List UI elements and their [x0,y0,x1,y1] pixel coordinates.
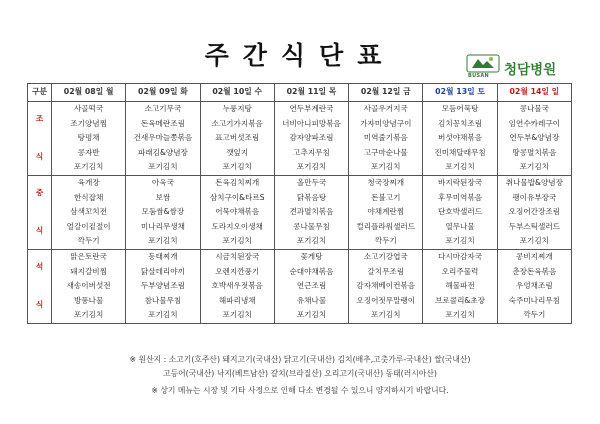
menu-item: 연두부&양념장 [509,133,560,143]
origin-note-line1: ※ 원산지 : 소고기(호주산) 돼지고기(국내산) 닭고기(국내산) 김치(배추,고춧가루-국내산) 쌀(국내산) [129,355,471,364]
menu-item: 깻잎지 [226,147,249,157]
menu-item: 포기김치 [222,310,252,320]
menu-item: 포기김치 [519,162,550,172]
menu-cell [497,175,571,249]
menu-item: 오징어젓무말랭이 [356,295,416,305]
menu-cell [52,102,126,176]
menu-item: 열무나물 [445,221,475,231]
menu-item: 오리주물럭 [441,266,479,276]
origin-note-line2: 고등어(국내산) 낙지(베트남산) 갈치(브라질산) 오리고기(국내산) 동태(러시아산) [163,369,437,378]
menu-item: 순대야채볶음 [289,266,334,276]
menu-cell [349,102,423,176]
menu-item: 방풍나물 [73,295,104,305]
menu-item: 브로콜리&초장 [435,295,486,305]
menu-item: 포기김치 [371,310,401,320]
menu-item: 깍두기 [77,236,100,246]
header-day: 02월 14일 일 [497,84,571,102]
menu-item: 단호박샐러드 [438,207,483,217]
menu-item: 임연수카레구이 [508,118,561,128]
menu-item: 한식잡채 [73,192,104,202]
menu-item: 소고기가지볶음 [211,118,263,128]
menu-item: 깍두기 [523,310,546,320]
logo-sub: BUSAN [468,73,490,79]
menu-cell [497,249,571,323]
menu-item: 포기김치 [296,236,327,246]
menu-item: 야채계란찜 [367,207,405,217]
menu-item: 포기김치 [222,236,252,246]
menu-item: 새송이버섯전 [66,281,111,291]
meal-label: 조 식 [28,102,52,176]
menu-cell [126,175,200,249]
header-day: 02월 08일 월 [52,84,126,102]
menu-item: 호박새우젓볶음 [211,281,263,291]
menu-item: 동태찌개 [148,251,178,261]
menu-item: 감자양파조림 [289,133,334,143]
meal-row [28,249,572,323]
menu-item: 꽃게탕 [300,251,323,261]
menu-item: 두부양념조림 [140,281,185,291]
menu-item: 돼지갈비찜 [70,266,107,276]
menu-item: 콩비지찌개 [516,251,553,261]
menu-item: 포기김치 [296,162,327,172]
menu-item: 표고버섯조림 [215,133,260,143]
menu-item: 다시마감자국 [438,251,483,261]
menu-item: 육개장 [77,177,100,187]
menu-item: 유채나물 [296,295,327,305]
menu-item: 땅콩멸치볶음 [512,147,557,157]
menu-item: 콩나물국 [519,104,550,113]
menu-cell [126,249,200,323]
menu-item: 콩자반 [77,147,100,157]
menu-item: 포기김치 [148,310,178,320]
menu-item: 오징어간장조림 [508,207,561,217]
menu-cell [274,102,348,176]
menu-item: 파래김&양념장 [137,147,188,157]
menu-item: 포기김치 [445,236,475,246]
menu-item: 견과멸치볶음 [289,207,334,217]
header-day: 02월 11일 목 [274,84,348,102]
disclaimer-note: ※ 상기 메뉴는 시장 및 기타 사정으로 인해 다소 변경될 수 있으니 양지하시기 바랍니다. [151,386,449,395]
menu-item: 연근조림 [296,281,327,291]
menu-item: 취나물밥&양념장 [505,177,563,187]
menu-item: 깍두기 [374,236,397,246]
menu-cell [52,249,126,323]
menu-item: 누룽지탕 [222,104,252,113]
menu-item: 가자미양념구이 [360,118,412,128]
hospital-logo [466,52,596,80]
menu-item: 미역줄기볶음 [363,133,408,143]
menu-cell [274,249,348,323]
menu-item: 포기김치 [73,310,104,320]
menu-item: 해파리냉채 [218,295,256,305]
menu-item: 콩나물무침 [293,221,330,231]
menu-item: 얼갈이겉절이 [66,221,111,231]
page-title: 주간식단표 [204,41,396,70]
meal-label: 중 식 [28,175,52,249]
menu-item: 모듬어묵탕 [441,104,479,113]
menu-item: 도라지오이생채 [211,221,263,231]
menu-item: 우엉채조림 [516,281,553,291]
menu-item: 미나리무생채 [140,221,185,231]
menu-cell [349,249,423,323]
menu-cell [200,249,274,323]
menu-item: 사골우거지국 [363,104,408,113]
menu-item: 올만두국 [296,177,327,187]
menu-item: 포기김치 [148,236,178,246]
menu-item: 조기양념찜 [70,118,107,128]
menu-item: 어묵야채볶음 [215,207,260,217]
weekly-menu-table [27,83,572,324]
menu-item: 후무미역볶음 [438,192,483,202]
menu-item: 건새우마늘쫑볶음 [133,133,193,143]
menu-item: 돈육메란조림 [140,118,185,128]
menu-item: 시금치된장국 [215,251,260,261]
menu-item: 돈불고기 [371,192,401,202]
header-row [28,84,572,102]
menu-item: 해물파전 [445,281,475,291]
menu-item: 두부스틱샐러드 [508,221,561,231]
menu-item: 포기김치 [445,310,475,320]
menu-item: 포기김치 [222,162,252,172]
header-day: 02월 09일 화 [126,84,200,102]
logo-name: 청담병원 [504,62,557,78]
menu-item: 삼색꼬치전 [70,207,107,217]
menu-item: 돈육김치찌개 [215,177,260,187]
menu-item: 오렌지깐풍기 [215,266,260,276]
menu-item: 닭볶음탕 [296,192,327,202]
menu-item: 삼치구이&타르S [209,192,265,202]
menu-item: 컬리플라워샐러드 [356,221,416,231]
menu-item: 김치꽁치조림 [438,118,483,128]
menu-cell [423,249,497,323]
menu-item: 고구마순나물 [363,147,408,157]
menu-item: 춘장돈육볶음 [512,266,557,276]
menu-cell [497,102,571,176]
menu-item: 참나물무침 [144,295,182,305]
menu-item: 팽이유부장국 [512,192,557,202]
menu-cell [349,175,423,249]
menu-item: 고추지무침 [293,147,330,157]
menu-item: 보쌈 [155,192,171,202]
menu-item: 소고기무국 [144,104,182,113]
menu-item: 사골떡국 [73,104,104,113]
menu-item: 소고기강엽국 [363,251,408,261]
logo-emblem-icon [466,52,500,74]
menu-cell [423,102,497,176]
menu-item: 숙주미나리무침 [508,295,561,305]
menu-item: 포기김치 [296,310,327,320]
menu-item: 닭살데리야끼 [140,266,185,276]
menu-item: 바지락된장국 [438,177,483,187]
menu-cell [200,175,274,249]
menu-item: 버섯야채볶음 [438,133,483,143]
meal-row [28,175,572,249]
menu-item: 청국장찌개 [367,177,405,187]
menu-cell [200,102,274,176]
menu-item: 너비아니피망볶음 [282,118,341,128]
menu-item: 연두부계란국 [289,104,334,113]
meal-label: 석 식 [28,249,52,323]
menu-item: 감자채베이컨볶음 [356,281,416,291]
menu-item: 맑은토란국 [70,251,107,261]
header-day: 02월 13일 토 [423,84,497,102]
header-day: 02월 12일 금 [349,84,423,102]
menu-item: 갈치무조림 [367,266,405,276]
menu-cell [52,175,126,249]
menu-item: 탕평채 [77,133,100,143]
menu-item: 포기김치 [445,162,475,172]
header-day: 02월 10일 수 [200,84,274,102]
menu-item: 아욱국 [151,177,174,187]
meal-row [28,102,572,176]
menu-cell [274,175,348,249]
menu-item: 포기김치 [371,162,401,172]
menu-cell [423,175,497,249]
menu-item: 포기김치 [519,236,550,246]
menu-item: 진미채달래무침 [434,147,486,157]
menu-cell [126,102,200,176]
menu-item: 포기김치 [148,162,178,172]
menu-item: 포기김치 [73,162,104,172]
menu-item: 모둠쌈&쌈장 [141,207,185,217]
header-corner: 구분 [28,84,52,102]
